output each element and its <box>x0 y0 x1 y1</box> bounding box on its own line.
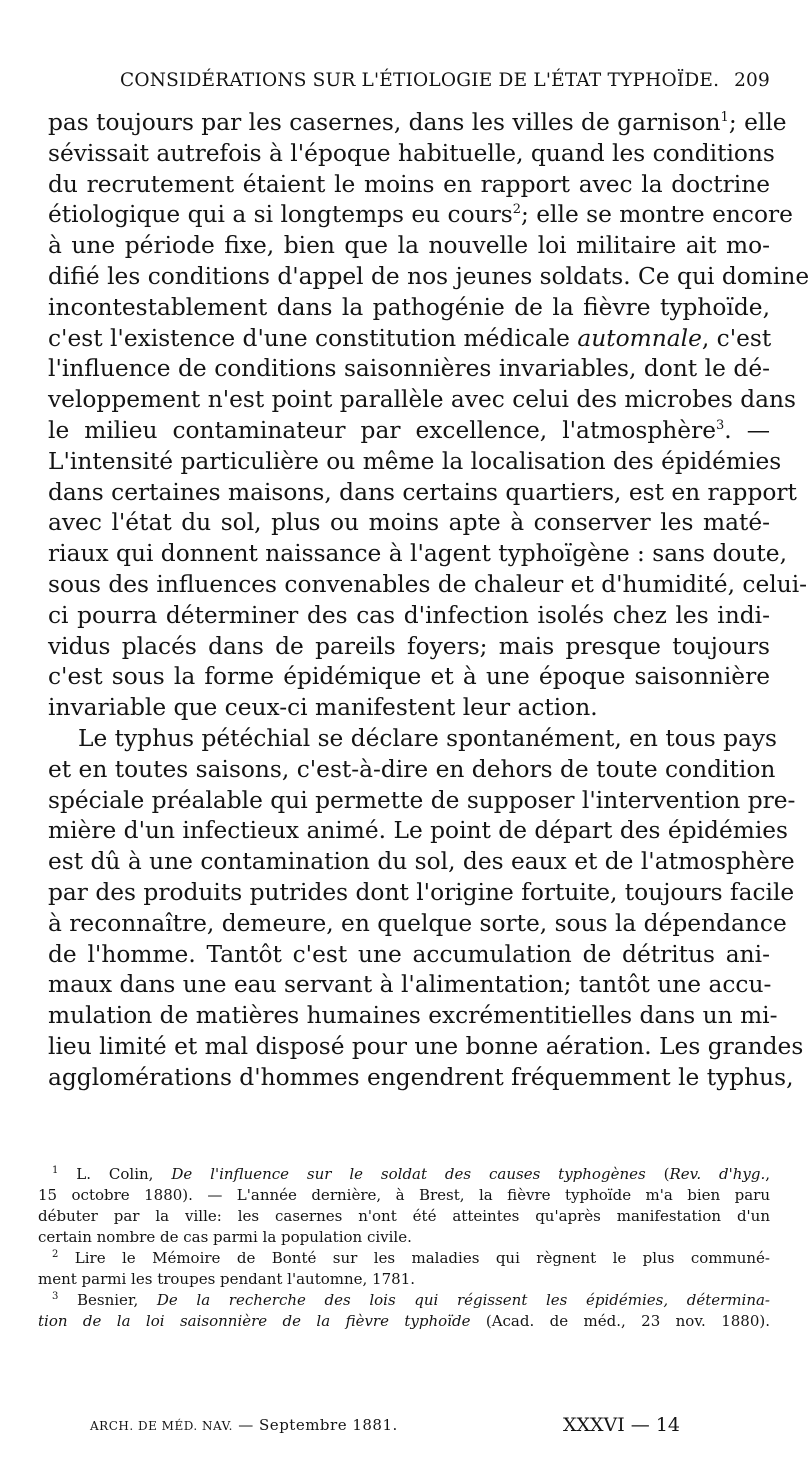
footnote-2 <box>38 1248 770 1290</box>
text-line: le milieu contaminateur par excellence, l'atmosphère$^3$. — <box>48 416 771 444</box>
page-number: 209 <box>734 70 770 91</box>
running-header <box>90 70 770 100</box>
text-line: veloppement n'est point parallèle avec celui des microbes dans <box>48 386 797 414</box>
text-line: sévissait autrefois à l'époque habituelle, quand les conditions <box>48 139 775 167</box>
footnote-line: certain nombre de cas parmi la population civile. <box>38 1228 412 1246</box>
text-line: invariable que ceux-ci manifestent leur action. <box>48 694 598 722</box>
page-footer <box>90 1414 680 1438</box>
footnote-line: débuter par la ville: les casernes n'ont été atteintes qu'après manifestation d'un <box>38 1207 770 1225</box>
text-line: à reconnaître, demeure, en quelque sorte, sous la dépendance <box>48 909 787 937</box>
footnote-1 <box>38 1164 770 1248</box>
text-line: maux dans une eau servant à l'alimentation; tantôt une accu- <box>48 971 772 999</box>
footnote-line: $^3$ Besnier, De la recherche des lois qui régissent les épidémies, détermina- <box>52 1291 771 1309</box>
text-line: avec l'état du sol, plus ou moins apte à conserver les maté- <box>48 509 770 537</box>
text-line: agglomérations d'hommes engendrent fréquemment le typhus, <box>48 1063 794 1091</box>
text-line: L'intensité particulière ou même la localisation des épidémies <box>48 447 782 475</box>
text-line: pas toujours par les casernes, dans les villes de garnison$^1$; elle <box>48 109 787 136</box>
footnote-mark-3: 3 <box>52 1291 59 1302</box>
journal-abbrev: ARCH. DE MÉD. NAV. <box>90 1419 233 1433</box>
paragraph-1 <box>48 108 809 724</box>
footnote-mark-1: 1 <box>52 1165 59 1176</box>
footnote-line: $^2$ Lire le Mémoire de Bonté sur les maladies qui règnent le plus communé- <box>52 1249 770 1267</box>
footnote-ref-2: 2 <box>512 202 522 218</box>
running-title: CONSIDÉRATIONS SUR L'ÉTIOLOGIE DE L'ÉTAT TYPHOÏDE. <box>120 70 720 91</box>
footnote-line: 15 octobre 1880). — L'année dernière, à Brest, la fièvre typhoïde m'a bien paru <box>38 1186 770 1204</box>
text-line: sous des influences convenables de chaleur et d'humidité, celui- <box>48 570 808 598</box>
italic-term: automnale <box>577 324 702 352</box>
text-line: difié les conditions d'appel de nos jeunes soldats. Ce qui domine <box>48 262 809 290</box>
footnote-ref-3: 3 <box>716 417 725 433</box>
footnote-line: $^1$ L. Colin, De l'influence sur le soldat des causes typhogènes (Rev. d'hyg., <box>52 1165 770 1183</box>
text-line: vidus placés dans de pareils foyers; mais presque toujours <box>48 632 770 660</box>
main-text <box>48 108 809 1094</box>
footnotes <box>38 1164 770 1332</box>
text-line: lieu limité et mal disposé pour une bonne aération. Les grandes <box>48 1032 804 1060</box>
text-line: c'est l'existence d'une constitution médicale automnale, c'est <box>48 324 772 352</box>
text-line: est dû à une contamination du sol, des eaux et de l'atmosphère <box>48 848 795 876</box>
text-line: ci pourra déterminer des cas d'infection isolés chez les indi- <box>48 601 770 629</box>
text-line: à une période fixe, bien que la nouvelle loi militaire ait mo- <box>48 232 770 260</box>
signature-mark: XXXVI — 14 <box>562 1414 680 1436</box>
text-line: c'est sous la forme épidémique et à une époque saisonnière <box>48 663 770 691</box>
text-line: l'influence de conditions saisonnières invariables, dont le dé- <box>48 355 770 383</box>
text-line: dans certaines maisons, dans certains quartiers, est en rapport <box>48 478 797 506</box>
footnote-line: ment parmi les troupes pendant l'automne, 1781. <box>38 1270 415 1288</box>
footnote-3 <box>38 1290 770 1332</box>
paragraph-2 <box>48 724 804 1094</box>
text-line: riaux qui donnent naissance à l'agent typhoïgène : sans doute, <box>48 540 787 568</box>
journal-date: — Septembre 1881. <box>233 1416 398 1434</box>
text-line: de l'homme. Tantôt c'est une accumulation de détritus ani- <box>48 940 770 968</box>
text-line: spéciale préalable qui permette de supposer l'intervention pre- <box>48 786 796 814</box>
text-line: mière d'un infectieux animé. Le point de départ des épidémies <box>48 817 789 845</box>
text-line: étiologique qui a si longtemps eu cours$^2$; elle se montre encore <box>48 201 793 229</box>
journal-line <box>90 1416 398 1434</box>
text-line: du recrutement étaient le moins en rapport avec la doctrine <box>48 170 770 198</box>
footnote-ref-1: 1 <box>720 110 729 125</box>
footnote-line: tion de la loi saisonnière de la fièvre typhoïde (Acad. de méd., 23 nov. 1880). <box>38 1312 770 1330</box>
text-line: mulation de matières humaines excrémentitielles dans un mi- <box>48 1002 778 1030</box>
text-line: Le typhus pétéchial se déclare spontanément, en tous pays <box>78 724 777 752</box>
footnote-mark-2: 2 <box>52 1249 59 1260</box>
text-line: incontestablement dans la pathogénie de la fièvre typhoïde, <box>48 293 770 321</box>
text-line: par des produits putrides dont l'origine fortuite, toujours facile <box>48 878 795 906</box>
text-line: et en toutes saisons, c'est-à-dire en dehors de toute condition <box>48 755 776 783</box>
